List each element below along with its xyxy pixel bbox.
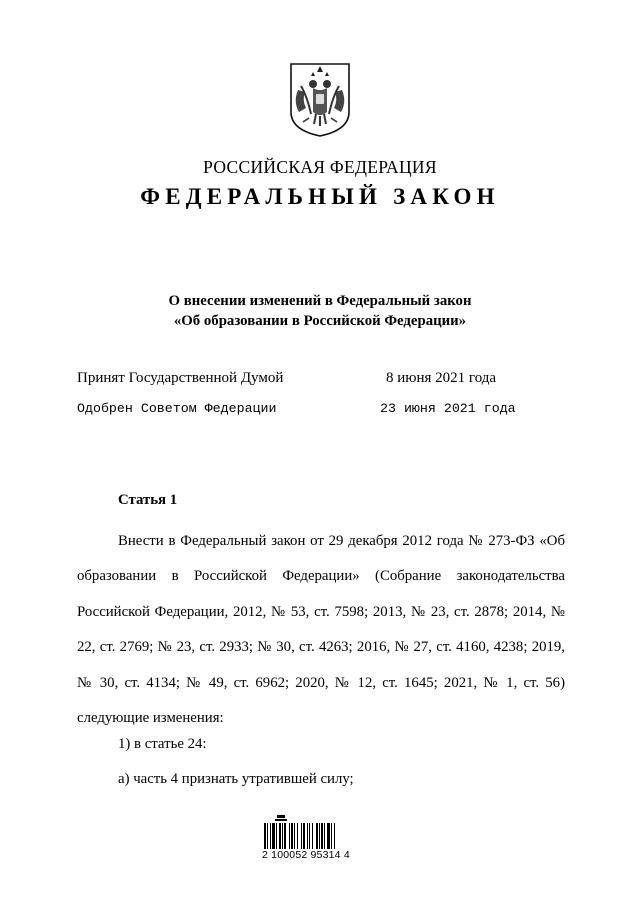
law-type-heading: ФЕДЕРАЛЬНЫЙ ЗАКОН <box>140 184 500 209</box>
barcode-icon <box>262 815 372 853</box>
council-approval-label: Одобрен Советом Федерации <box>77 401 277 416</box>
list-item-1a: а) часть 4 признать утратившей силу; <box>118 771 354 787</box>
country-name: РОССИЙСКАЯ ФЕДЕРАЦИЯ <box>203 157 437 177</box>
duma-adoption-label: Принят Государственной Думой <box>77 370 284 386</box>
law-title <box>0 291 640 331</box>
article-intro-rest: «Об образовании в Российской Федерации» (Собрание законодательства Российской Федерации, 2012, № 53, ст. 7598; 2013, № 23, ст. 2878; 2014, № 22, ст. 2769; № 23, ст. 2933; № 30, ст. 4263; 2016, № 27, ст. 4160, 4238; 2019, № 30, ст. 4134; № 49, ст. 6962; 2020, № 12, ст. 1645; 2021, № 1, ст. 56) следующие изменения: <box>77 533 565 727</box>
law-title-line-1: О внесении изменений в Федеральный закон <box>168 293 472 309</box>
article-heading: Статья 1 <box>118 492 178 508</box>
list-item-1: 1) в статье 24: <box>118 736 207 752</box>
law-title-line-2: «Об образовании в Российской Федерации» <box>173 313 467 329</box>
duma-adoption-date: 8 июня 2021 года <box>386 370 497 386</box>
article-intro-lead: Внести в Федеральный закон от 29 декабря 2012 года № 273-ФЗ <box>118 533 535 549</box>
coat-of-arms-icon <box>289 62 351 138</box>
article-intro-paragraph <box>77 524 565 736</box>
barcode-number: 2 100052 95314 4 <box>262 849 350 861</box>
council-approval-date: 23 июня 2021 года <box>380 401 516 416</box>
